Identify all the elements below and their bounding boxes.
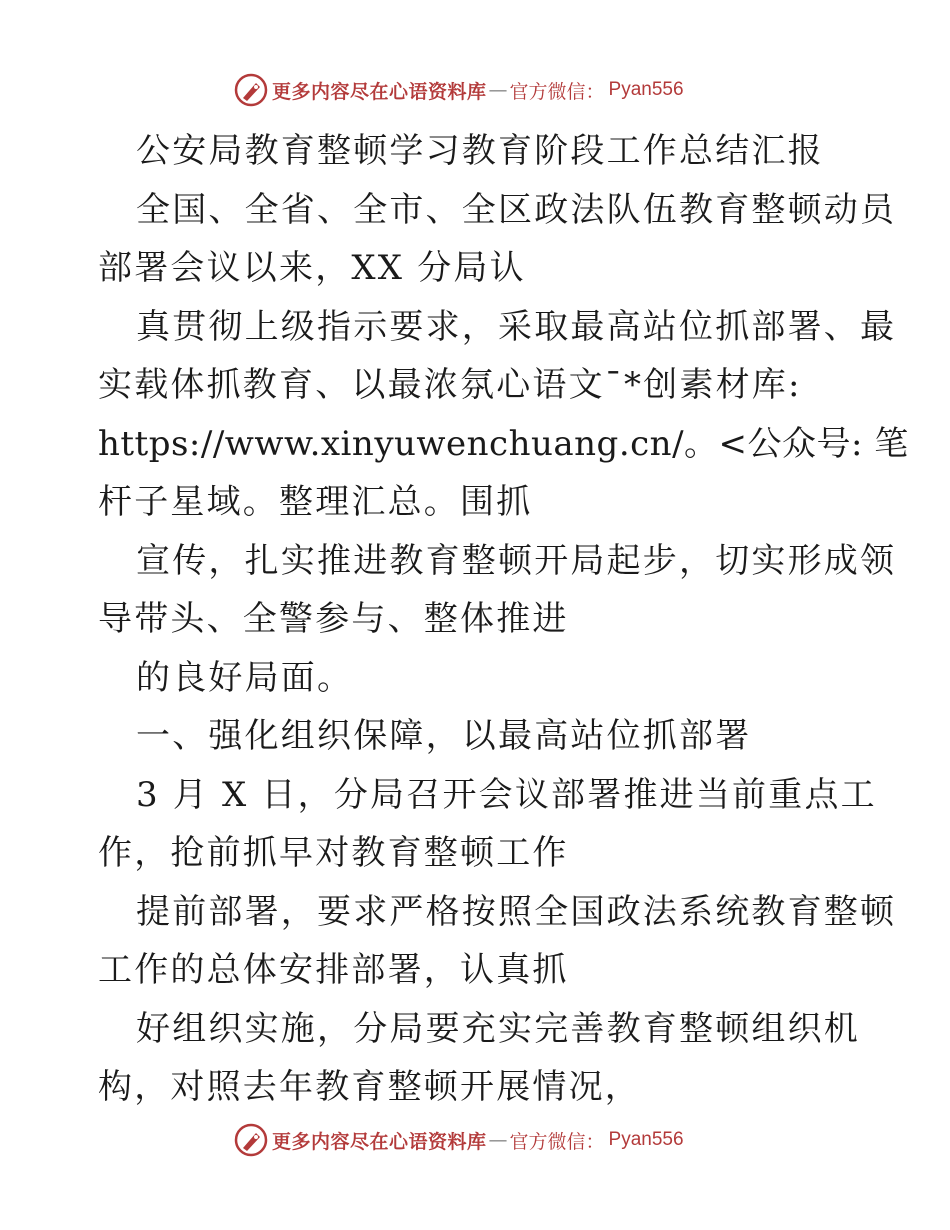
footer-watermark-banner <box>234 1122 684 1158</box>
section-heading: 一、强化组织保障，以最高站位抓部署 <box>136 716 752 756</box>
banner-sub-text: 官方微信： <box>509 1130 605 1153</box>
banner-wechat-id: Pyan556 <box>608 1129 684 1150</box>
text-line: 杆子星域。整理汇总。围抓 <box>98 482 533 522</box>
text-line: https://www.xinyuwenchuang.cn/。<公众号: 笔 <box>98 423 909 464</box>
banner-main-text: 更多内容尽在心语资料库 <box>272 1130 487 1153</box>
text-line: 工作的总体安排部署，认真抓 <box>98 950 569 990</box>
text-line: 好组织实施，分局要充实完善教育整顿组织机 <box>136 1008 860 1049</box>
text-line: 构，对照去年教育整顿开展情况， <box>98 1067 641 1107</box>
banner-separator: — <box>488 79 508 101</box>
text-line: 部署会议以来，XX 分局认 <box>98 248 526 288</box>
banner-sub-text: 官方微信： <box>509 80 605 103</box>
text-line: 真贯彻上级指示要求，采取最高站位抓部署、最 <box>136 306 897 347</box>
pen-nib-logo-icon <box>234 1123 268 1157</box>
pen-nib-logo-icon <box>234 73 268 107</box>
text-line: 的良好局面。 <box>136 657 354 698</box>
document-body <box>98 122 909 1117</box>
text-line: 导带头、全警参与、整体推进 <box>98 599 569 639</box>
text-line: 提前部署，要求严格按照全国政法系统教育整顿 <box>136 891 897 932</box>
banner-wechat-id: Pyan556 <box>608 79 684 100</box>
header-watermark-banner <box>234 72 684 108</box>
text-line: 作，抢前抓早对教育整顿工作 <box>98 833 569 873</box>
banner-separator: — <box>488 1129 508 1151</box>
text-line: 3 月 X 日，分局召开会议部署推进当前重点工 <box>136 774 877 815</box>
banner-main-text: 更多内容尽在心语资料库 <box>272 80 487 103</box>
document-title: 公安局教育整顿学习教育阶段工作总结汇报 <box>136 131 824 171</box>
text-line: 实载体抓教育、以最浓氛心语文¯*创素材库: <box>98 365 802 405</box>
text-line: 宣传，扎实推进教育整顿开局起步，切实形成领 <box>136 540 897 581</box>
text-line: 全国、全省、全市、全区政法队伍教育整顿动员 <box>136 189 897 230</box>
